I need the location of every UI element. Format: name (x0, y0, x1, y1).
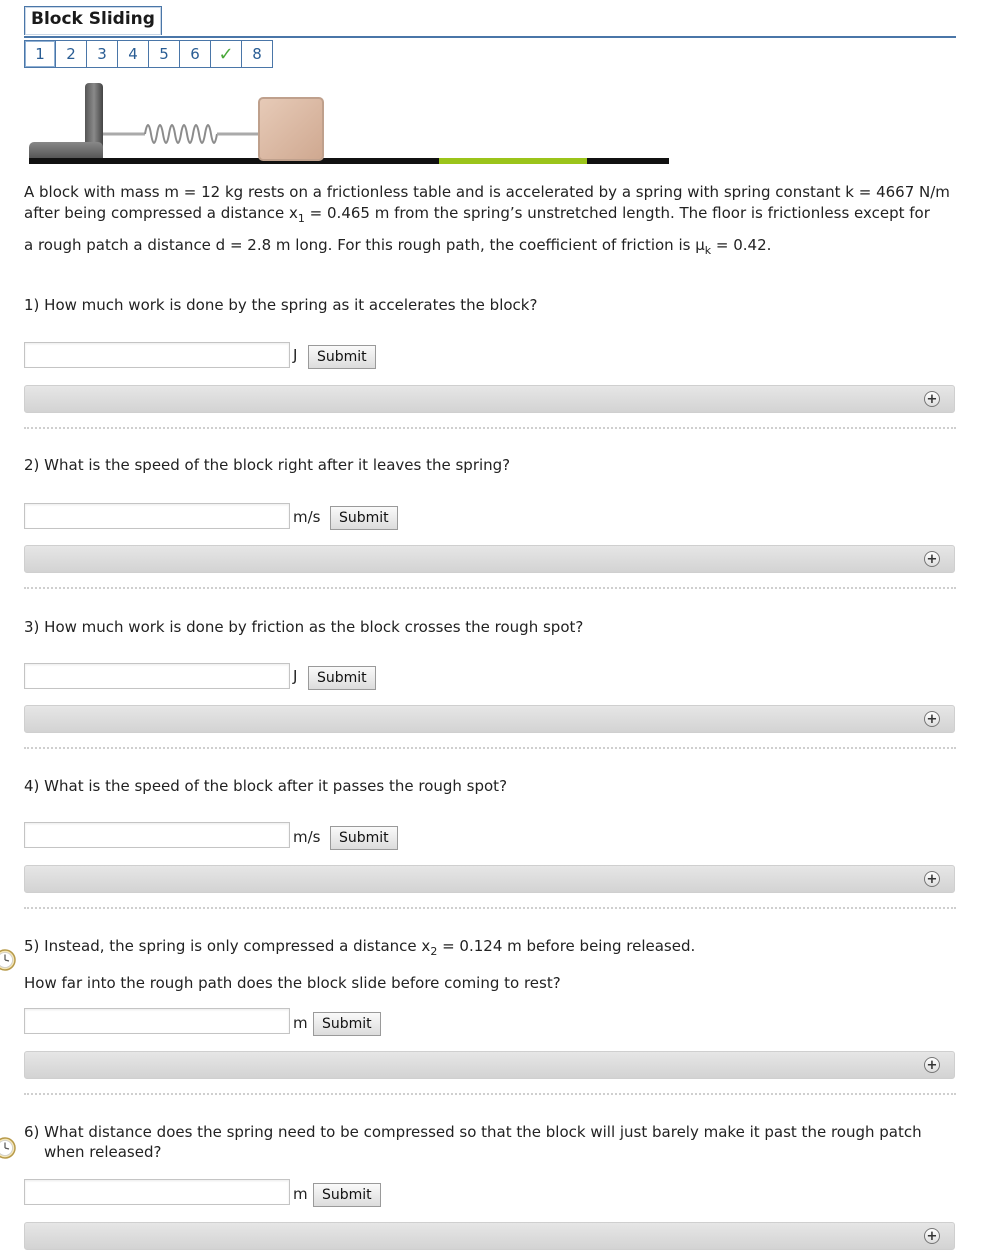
spring (103, 125, 259, 143)
separator (24, 747, 956, 749)
nav-part-4[interactable]: 4 (118, 41, 149, 67)
submit-button-2[interactable]: Submit (330, 506, 398, 530)
question-5-subtext: How far into the rough path does the block slide before coming to rest? (24, 974, 561, 992)
unit-label-4: m/s (293, 828, 321, 846)
unit-label-5: m (293, 1014, 308, 1032)
question-4-text: 4) What is the speed of the block after it passes the rough spot? (24, 777, 508, 795)
part-navigation (24, 40, 273, 68)
question-2-text: 2) What is the speed of the block right after it leaves the spring? (24, 456, 511, 474)
separator (24, 907, 956, 909)
hint-bar-6[interactable] (24, 1222, 955, 1250)
title-bar (24, 6, 956, 38)
wall (29, 83, 103, 164)
submit-button-3[interactable]: Submit (308, 666, 376, 690)
submit-button-4[interactable]: Submit (330, 826, 398, 850)
answer-input-6[interactable] (24, 1179, 290, 1205)
answer-input-3[interactable] (24, 663, 290, 689)
answer-input-1[interactable] (24, 342, 290, 368)
question-1-text: 1) How much work is done by the spring as it accelerates the block? (24, 296, 538, 314)
problem-statement: A block with mass m = 12 kg rests on a frictionless table and is accelerated by a spring with spring constant k = 4667 N/m after being compressed a distance $x_1 = 0.465$ m from the spring’s unstretched length. The floor is frictionless except for a rough patch a distance d = 2.8 m long. For this rough path, the coefficient of friction is $\mu_k = 0.42$. (24, 183, 950, 257)
expand-plus-icon[interactable]: + (924, 1057, 940, 1073)
question-3-text: 3) How much work is done by friction as the block crosses the rough spot? (24, 618, 584, 636)
hint-bar-5[interactable] (24, 1051, 955, 1079)
nav-part-2[interactable]: 2 (56, 41, 87, 67)
hint-bar-2[interactable] (24, 545, 955, 573)
submit-button-5[interactable]: Submit (313, 1012, 381, 1036)
separator (24, 1093, 956, 1095)
checkmark-icon: ✓ (218, 43, 234, 65)
expand-plus-icon[interactable]: + (924, 711, 940, 727)
question-6-text-cont: when released? (44, 1143, 162, 1161)
answer-input-2[interactable] (24, 503, 290, 529)
block (259, 98, 323, 160)
nav-part-8[interactable]: 8 (242, 41, 272, 67)
spring-block-diagram (27, 80, 672, 170)
page-title: Block Sliding (24, 6, 162, 35)
clock-icon (0, 1137, 16, 1159)
separator (24, 587, 956, 589)
unit-label-2: m/s (293, 508, 321, 526)
question-5-text: 5) Instead, the spring is only compressed a distance $x_2 = 0.124$ m before being released. (24, 937, 696, 958)
hint-bar-4[interactable] (24, 865, 955, 893)
nav-part-3[interactable]: 3 (87, 41, 118, 67)
submit-button-1[interactable]: Submit (308, 345, 376, 369)
nav-part-7[interactable] (211, 41, 242, 67)
nav-part-5[interactable]: 5 (149, 41, 180, 67)
nav-part-6[interactable]: 6 (180, 41, 211, 67)
rough-patch (439, 158, 587, 164)
answer-input-4[interactable] (24, 822, 290, 848)
expand-plus-icon[interactable]: + (924, 391, 940, 407)
hint-bar-1[interactable] (24, 385, 955, 413)
nav-part-1[interactable]: 1 (25, 41, 56, 67)
expand-plus-icon[interactable]: + (924, 551, 940, 567)
submit-button-6[interactable]: Submit (313, 1183, 381, 1207)
expand-plus-icon[interactable]: + (924, 871, 940, 887)
clock-icon (0, 949, 16, 971)
question-6-text: 6) What distance does the spring need to be compressed so that the block will just barely make it past the rough patch (24, 1123, 922, 1141)
hint-bar-3[interactable] (24, 705, 955, 733)
unit-label-3: J (293, 667, 298, 685)
separator (24, 427, 956, 429)
unit-label-6: m (293, 1185, 308, 1203)
expand-plus-icon[interactable]: + (924, 1228, 940, 1244)
unit-label-1: J (293, 346, 298, 364)
answer-input-5[interactable] (24, 1008, 290, 1034)
